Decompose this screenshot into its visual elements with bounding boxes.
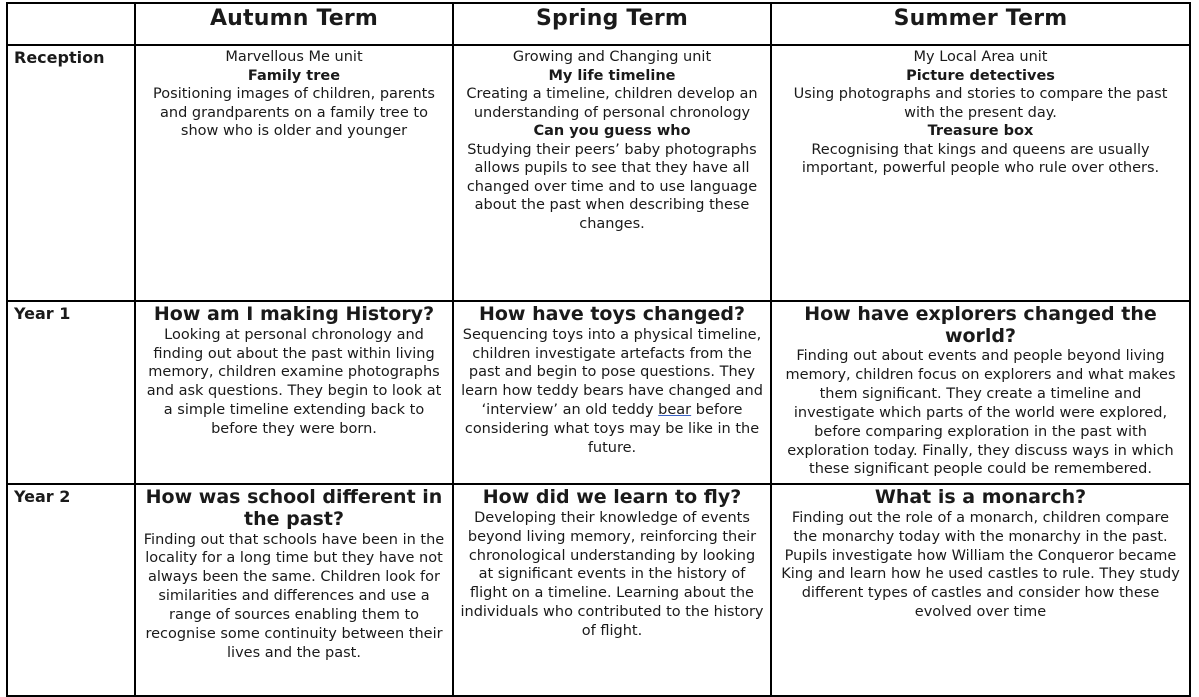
- topic-title: Can you guess who: [533, 123, 691, 140]
- topic-title: How was school different in the past?: [145, 486, 443, 530]
- topic-body-pre: Finding out about events and people beyond living memory, children focus on explorers and what makes them significant. They create a timeline and investigate which parts of the world were explored, before comparing exploration in the past with exploration today. Finally, they discuss ways in which these significant people could be remembered.: [785, 348, 1176, 478]
- topic-title: How did we learn to fly?: [482, 486, 742, 509]
- row-label-reception: Reception: [7, 45, 135, 301]
- table-corner-cell: [7, 3, 135, 45]
- table-row-year-2: [7, 484, 1190, 696]
- table-row-year-1: [7, 301, 1190, 484]
- topic-body-pre: Sequencing toys into a physical timeline, children investigate artefacts from the past and begin to pose questions. They learn how teddy bears have changed and ‘interview’ an old teddy: [461, 326, 763, 419]
- topic-body: [142, 531, 446, 663]
- topic-title: My life timeline: [548, 67, 676, 84]
- unit-name: Growing and Changing unit: [512, 49, 712, 65]
- topic-body-underlined: bear: [658, 402, 692, 419]
- topic-body: [460, 326, 764, 458]
- cell-reception-summer: [771, 45, 1190, 301]
- column-header-spring-label: Spring Term: [535, 6, 689, 31]
- topic-title: Family tree: [247, 67, 341, 84]
- cell-reception-spring: [453, 45, 771, 301]
- unit-name: Marvellous Me unit: [225, 49, 363, 65]
- cell-reception-autumn: [135, 45, 453, 301]
- topic-title: How have explorers changed the world?: [804, 303, 1157, 347]
- topic-body: Positioning images of children, parents and grandparents on a family tree to show who is older and younger: [153, 86, 435, 140]
- cell-year2-spring: [453, 484, 771, 696]
- topic-title: Treasure box: [927, 123, 1034, 140]
- topic-body-pre: Looking at personal chronology and finding out about the past within living memory, children examine photographs and ask questions. They begin to look at a simple timeline extending back to before they were born.: [146, 326, 442, 437]
- column-header-autumn: [135, 3, 453, 45]
- cell-year1-spring: [453, 301, 771, 484]
- topic-body-post: before considering what toys may be like in the future.: [464, 402, 760, 456]
- column-header-summer: [771, 3, 1190, 45]
- column-header-summer-label: Summer Term: [893, 6, 1068, 31]
- topic-body-pre: Finding out the role of a monarch, children compare the monarchy today with the monarchy in the past. Pupils investigate how William the Conqueror became King and learn how he used castles to rule. They study different types of castles and consider how these evolved over time: [781, 509, 1180, 621]
- topic-body: Recognising that kings and queens are usually important, powerful people who rule over others.: [801, 141, 1160, 177]
- table-header-row: [7, 3, 1190, 45]
- topic-body: [778, 509, 1183, 622]
- table-row-reception: [7, 45, 1190, 301]
- cell-year1-autumn: [135, 301, 453, 484]
- unit-name: My Local Area unit: [913, 49, 1048, 65]
- topic-body: [460, 509, 764, 641]
- cell-year2-autumn: [135, 484, 453, 696]
- topic-body: [778, 347, 1183, 479]
- topic-title: What is a monarch?: [874, 486, 1087, 509]
- topic-body-pre: Finding out that schools have been in the locality for a long time but they have not always been the same. Children look for similarities and differences and use a range of sources enabling them to recognise some continuity between their lives and the past.: [143, 531, 445, 661]
- topic-title: How am I making History?: [153, 303, 435, 325]
- topic-body: Studying their peers’ baby photographs allows pupils to see that they have all changed over time and to use language about the past when describing these changes.: [466, 141, 758, 232]
- topic-body-pre: Developing their knowledge of events beyond living memory, reinforcing their chronological understanding by looking at significant events in the history of flight on a timeline. Learning about the individuals who contributed to the history of flight.: [460, 509, 764, 639]
- column-header-autumn-label: Autumn Term: [209, 6, 379, 31]
- topic-body: Creating a timeline, children develop an understanding of personal chronology: [466, 86, 758, 121]
- topic-body: [142, 326, 446, 439]
- row-label-year-1: Year 1: [7, 301, 135, 484]
- curriculum-table: [6, 2, 1191, 697]
- cell-year1-summer: [771, 301, 1190, 484]
- row-label-year-2: Year 2: [7, 484, 135, 696]
- topic-title: How have toys changed?: [478, 303, 746, 325]
- column-header-spring: [453, 3, 771, 45]
- topic-title: Picture detectives: [906, 67, 1055, 84]
- topic-body: Using photographs and stories to compare the past with the present day.: [793, 86, 1168, 121]
- cell-year2-summer: [771, 484, 1190, 696]
